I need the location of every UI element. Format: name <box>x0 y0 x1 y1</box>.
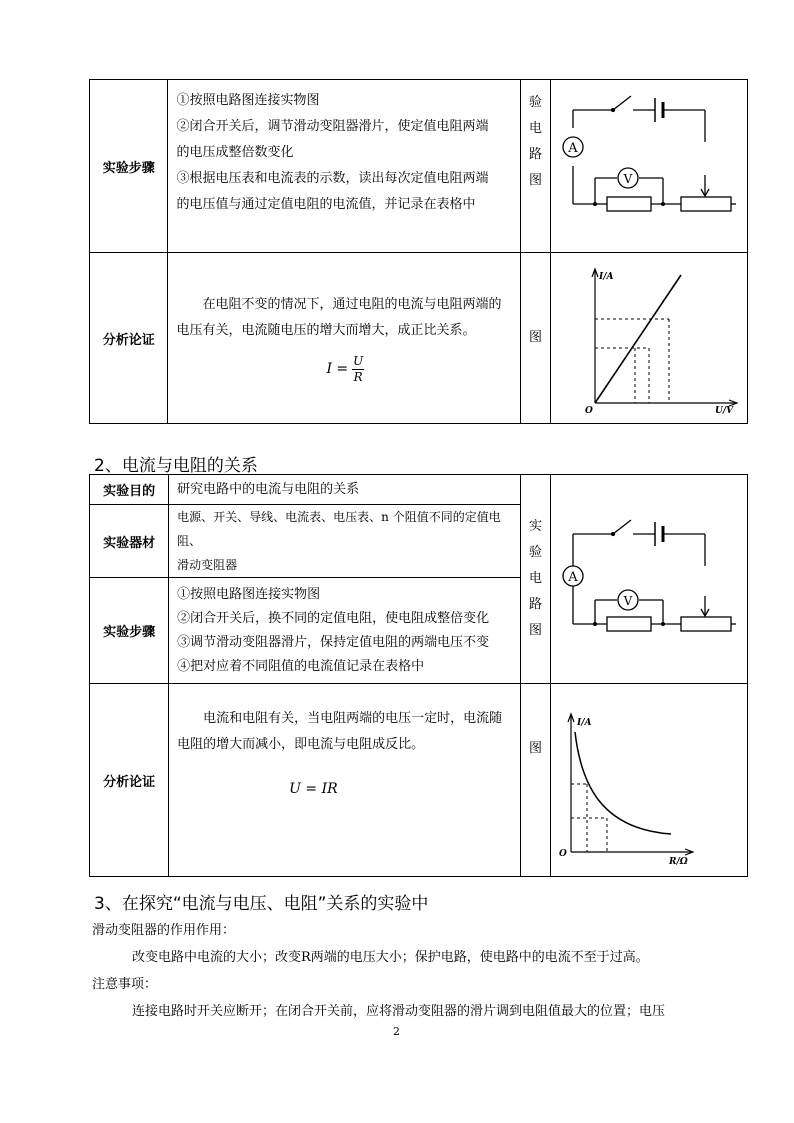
circuit-label-char: 路 <box>529 147 543 162</box>
graph-label-2: 图 <box>528 741 542 756</box>
circuit-diagram-2 <box>551 484 747 670</box>
circuit-label-char: 路 <box>528 597 542 612</box>
analysis-cell-2 <box>169 684 521 877</box>
purpose-cell <box>169 475 521 505</box>
analysis-line: 电压有关，电流随电压的增大而增大，成正比关系。 <box>176 322 476 338</box>
analysis-line: 电阻的增大而减小，即电流与电阻成反比。 <box>177 737 425 752</box>
notes-text: 连接电路时开关应断开；在闭合开关前，应将滑动变阻器的滑片调到电阻值最大的位置；电压 <box>132 1004 666 1019</box>
analysis-line: 在电阻不变的情况下，通过电阻的电流与电阻两端的 <box>202 296 502 312</box>
ammeter-symbol: A <box>568 570 578 585</box>
circuit-label-char: 验 <box>528 545 542 560</box>
formula-denominator: R <box>353 369 363 384</box>
materials-label-cell <box>90 505 169 578</box>
formula-numerator: U <box>353 353 364 368</box>
analysis-label: 分析论证 <box>102 332 155 348</box>
origin-label: O <box>584 406 593 416</box>
materials-line: 电源、开关、导线、电流表、电压表、n 个阻值不同的定值电阻、 <box>177 510 501 548</box>
step-line: ③调节滑动变阻器滑片，保持定值电阻的两端电压不变 <box>177 634 490 650</box>
inverse-curve <box>575 732 671 834</box>
analysis-label-2: 分析论证 <box>103 774 156 790</box>
page-number: 2 <box>393 1025 400 1038</box>
table-current-voltage <box>89 79 748 424</box>
step-line: ①按照电路图连接实物图 <box>177 586 321 602</box>
origin-label: O <box>558 849 567 859</box>
circuit-label-char: 电 <box>528 571 542 586</box>
analysis-cell <box>168 253 521 424</box>
steps-label-cell <box>90 80 168 253</box>
circuit-label-char: 实 <box>528 519 542 534</box>
voltmeter-symbol: V <box>623 172 633 186</box>
voltmeter-symbol: V <box>623 594 633 608</box>
circuit-diagram-cell <box>550 80 747 253</box>
step-line: ①按照电路图连接实物图 <box>176 93 320 108</box>
y-axis-label: I/A <box>598 272 614 282</box>
purpose-text: 研究电路中的电流与电阻的关系 <box>177 481 360 497</box>
graph-label-cell-2 <box>520 684 550 877</box>
notes-title: 注意事项： <box>92 977 158 992</box>
rheostat-title: 滑动变阻器的作用作用： <box>92 923 236 938</box>
steps-cell <box>168 80 521 253</box>
analysis-label-cell <box>90 253 168 424</box>
circuit-diagram <box>551 80 747 248</box>
step-line: ④把对应着不同阻值的电流值记录在表格中 <box>177 658 425 674</box>
analysis-label-cell-2 <box>90 684 169 877</box>
x-axis-label: U/V <box>714 406 734 416</box>
formula-i-u-r <box>326 354 514 385</box>
materials-cell <box>169 505 521 578</box>
circuit-label-char: 图 <box>528 623 542 638</box>
proportional-line <box>595 275 681 403</box>
rheostat-text: 改变电路中电流的大小；改变R两端的电压大小；保护电路，使电路中的电流不至于过高。 <box>132 950 649 965</box>
step-line: 的电压值与通过定值电阻的电流值，并记录在表格中 <box>176 197 476 212</box>
section-2-title: 2、电流与电阻的关系 <box>94 456 258 476</box>
linear-graph <box>551 253 747 419</box>
circuit-diagram-cell-2 <box>550 475 747 684</box>
formula-u-ir: U = IR <box>289 781 338 797</box>
circuit-label-char: 电 <box>529 121 543 136</box>
materials-line: 滑动变阻器 <box>177 558 238 572</box>
circuit-label-char: 图 <box>529 173 543 188</box>
steps-label-2: 实验步骤 <box>103 625 156 640</box>
purpose-label: 实验目的 <box>103 484 156 499</box>
y-axis-label: I/A <box>576 718 592 728</box>
purpose-label-cell <box>90 475 169 505</box>
switch-blade <box>613 96 631 110</box>
ammeter-symbol: A <box>568 141 578 156</box>
analysis-line: 电流和电阻有关，当电阻两端的电压一定时，电流随 <box>203 711 503 726</box>
materials-label: 实验器材 <box>103 535 156 551</box>
circuit-label-char: 验 <box>529 95 543 110</box>
graph-label-cell <box>521 253 551 424</box>
step-line: ②闭合开关后，调节滑动变阻器滑片，使定值电阻两端 <box>176 119 489 134</box>
step-line: ②闭合开关后，换不同的定值电阻，使电阻成整倍变化 <box>177 610 490 626</box>
table-current-resistance <box>89 474 748 877</box>
linear-graph-cell <box>550 253 747 424</box>
formula-fraction <box>352 354 364 385</box>
formula-lhs: I = <box>326 361 349 377</box>
graph-label: 图 <box>529 330 543 345</box>
inverse-graph-cell <box>550 684 747 877</box>
section-3-title: 3、在探究“电流与电压、电阻”关系的实验中 <box>94 894 429 914</box>
steps-label: 实验步骤 <box>102 160 155 176</box>
steps-cell-2 <box>169 578 521 684</box>
steps-label-cell-2 <box>90 578 169 684</box>
circuit-label-cell-2 <box>520 475 550 684</box>
x-axis-label: R/Ω <box>668 857 688 867</box>
step-line: 的电压成整倍数变化 <box>176 145 294 160</box>
step-line: ③根据电压表和电流表的示数，读出每次定值电阻两端 <box>176 171 489 186</box>
inverse-graph <box>551 684 747 872</box>
circuit-label-cell <box>521 80 551 253</box>
